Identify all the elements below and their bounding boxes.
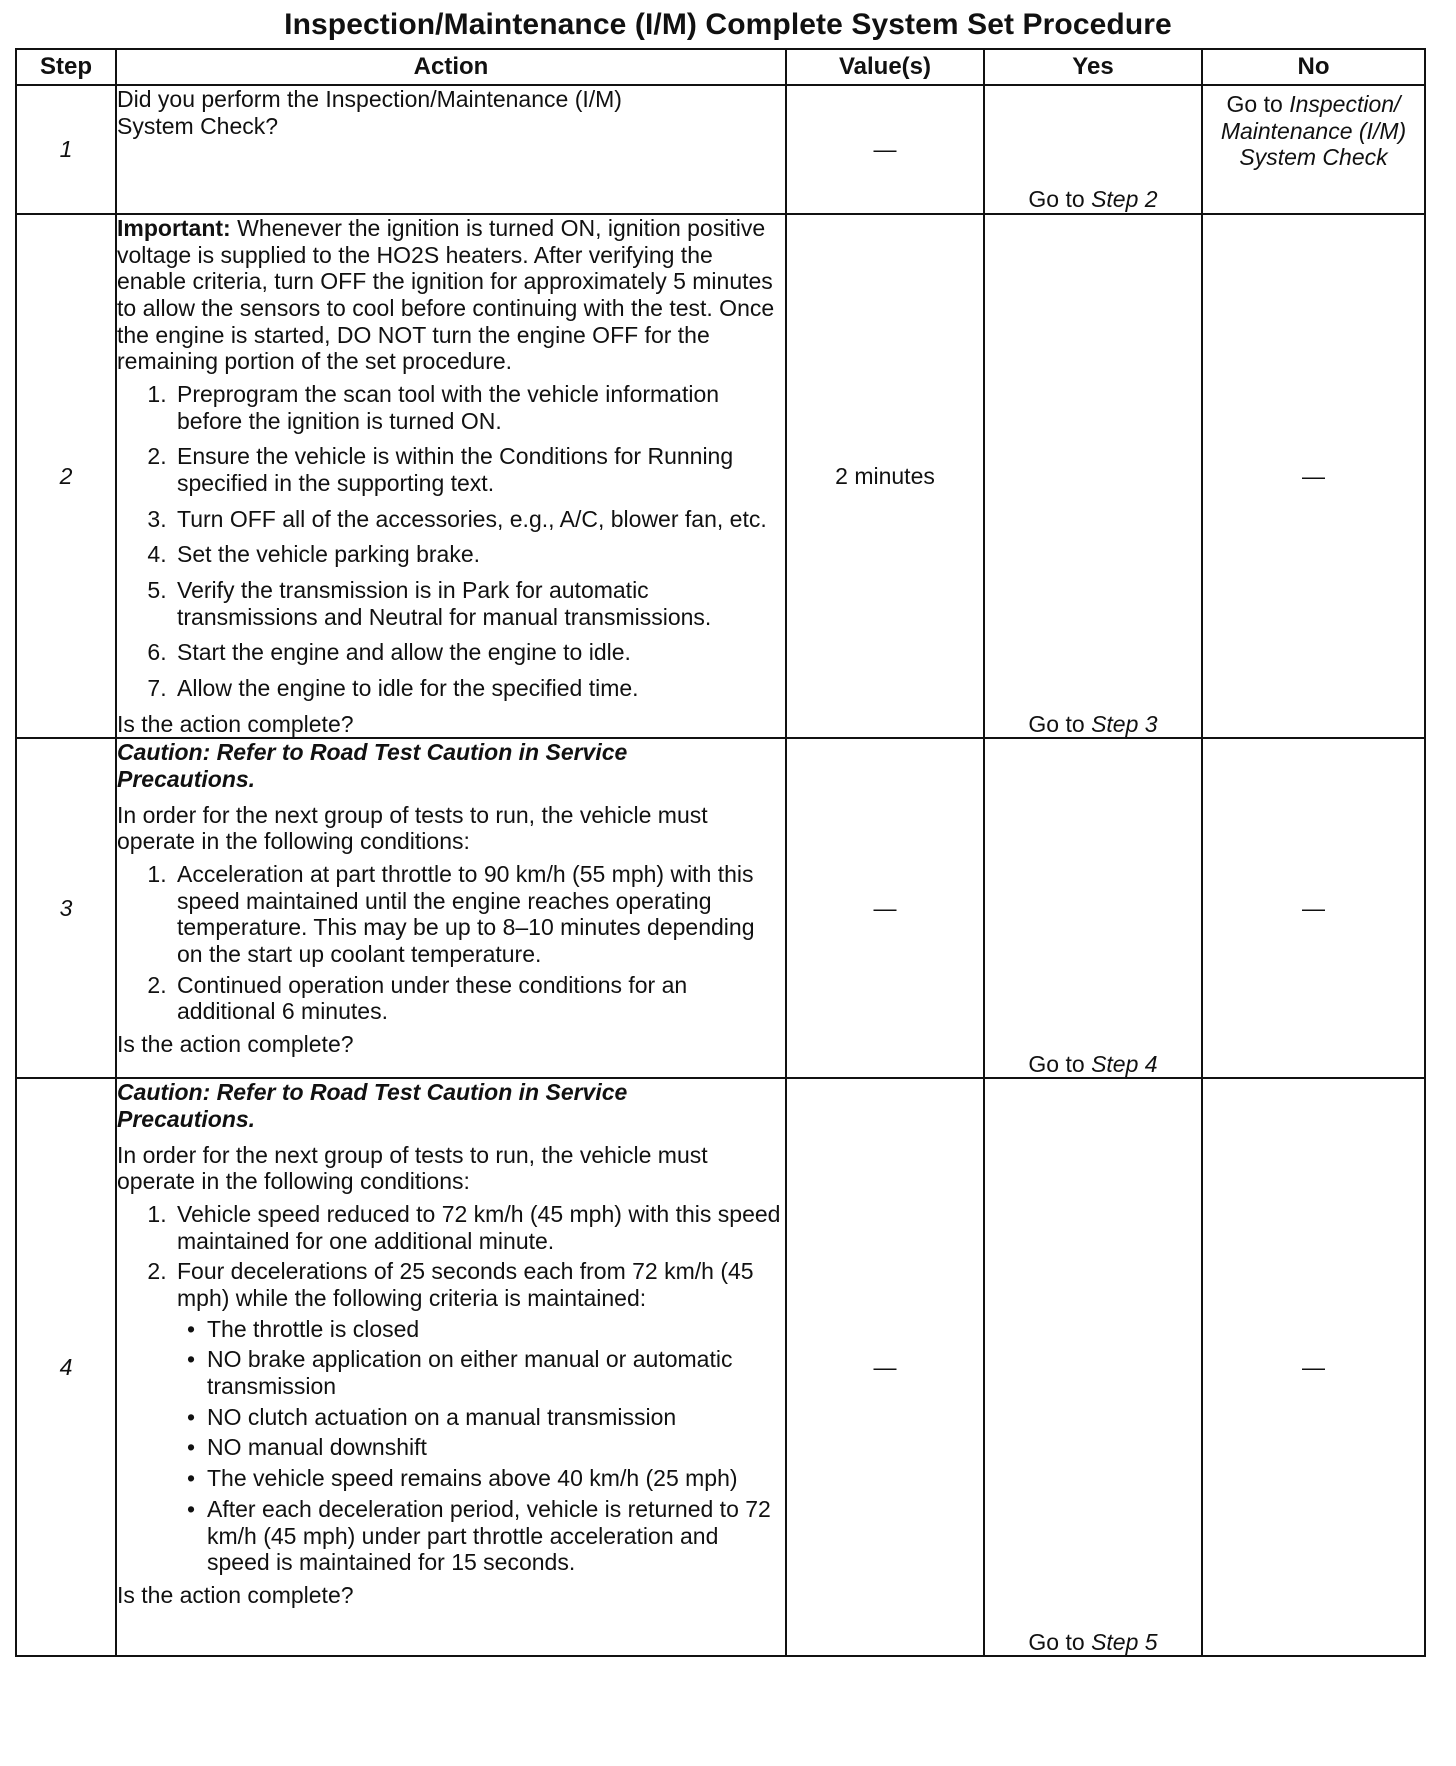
header-row	[16, 49, 1425, 85]
list-item: 6. Start the engine and allow the engine to idle.	[173, 639, 785, 666]
step-number: 3	[16, 738, 116, 1078]
caution-note: Caution: Refer to Road Test Caution in Service Precautions.	[117, 1079, 628, 1133]
yes-prefix: Go to	[1028, 710, 1092, 737]
yes-step-link[interactable]: Step 4	[1091, 1050, 1158, 1077]
column-header-action: Action	[116, 49, 786, 85]
list-item: 5. Verify the transmission is in Park for automatic transmissions and Neutral for manual transmissions.	[173, 577, 785, 630]
yes-prefix: Go to	[1028, 186, 1092, 213]
column-header-no: No	[1202, 49, 1425, 85]
list-item: 1. Acceleration at part throttle to 90 km/h (55 mph) with this speed maintained until the engine reaches operating temperature. This may be up to 8–10 minutes depending on the start up coolant temperature.	[173, 861, 785, 968]
caution-note: Caution: Refer to Road Test Caution in Service Precautions.	[117, 739, 628, 793]
action-cell	[116, 85, 786, 214]
procedure-list	[117, 381, 785, 702]
step-number: 1	[16, 85, 116, 214]
action-cell	[116, 1078, 786, 1656]
yes-step-link[interactable]: Step 3	[1091, 710, 1158, 737]
table-row-step-2	[16, 214, 1425, 738]
column-header-values: Value(s)	[786, 49, 984, 85]
value-cell: —	[786, 738, 984, 1078]
yes-cell	[984, 214, 1202, 738]
page-title: Inspection/Maintenance (I/M) Complete System Set Procedure	[284, 8, 1172, 41]
yes-prefix: Go to	[1028, 1628, 1092, 1655]
procedure-table	[15, 48, 1426, 1657]
action-question: Is the action complete?	[117, 1031, 354, 1058]
action-question: Is the action complete?	[117, 710, 354, 737]
criteria-list	[177, 1316, 785, 1576]
yes-cell	[984, 1078, 1202, 1656]
no-cell: —	[1202, 214, 1425, 738]
yes-cell	[984, 85, 1202, 214]
action-question: Did you perform the Inspection/Maintenance (I/M) System Check?	[117, 86, 622, 139]
list-item: 1. Preprogram the scan tool with the vehicle information before the ignition is turned ON.	[173, 381, 785, 434]
table-row-step-1	[16, 85, 1425, 214]
yes-prefix: Go to	[1028, 1050, 1092, 1077]
no-cell: —	[1202, 738, 1425, 1078]
important-text: Whenever the ignition is turned ON, ignition positive voltage is supplied to the HO2S heaters. After verifying the enable criteria, turn OFF the ignition for approximately 5 minutes to allow the sensors to cool before continuing with the test. Once the engine is started, DO NOT turn the engine OFF for the remaining portion of the set procedure.	[117, 215, 775, 375]
action-cell	[116, 738, 786, 1078]
value-cell: —	[786, 85, 984, 214]
table-row-step-4	[16, 1078, 1425, 1656]
no-cell: —	[1202, 1078, 1425, 1656]
value-cell: 2 minutes	[786, 214, 984, 738]
action-intro: In order for the next group of tests to run, the vehicle must operate in the following conditions:	[117, 1141, 708, 1195]
action-cell	[116, 214, 786, 738]
list-item: 7. Allow the engine to idle for the specified time.	[173, 675, 785, 702]
list-item-text: Four decelerations of 25 seconds each from 72 km/h (45 mph) while the following criteria is maintained:	[177, 1258, 754, 1312]
yes-cell	[984, 738, 1202, 1078]
procedure-list	[117, 861, 785, 1025]
yes-step-link[interactable]: Step 5	[1091, 1628, 1158, 1655]
important-label: Important:	[117, 215, 231, 241]
column-header-step: Step	[16, 49, 116, 85]
list-item: 3. Turn OFF all of the accessories, e.g., A/C, blower fan, etc.	[173, 506, 785, 533]
list-item: 2. Continued operation under these conditions for an additional 6 minutes.	[173, 972, 785, 1025]
criteria-item: • The throttle is closed	[207, 1316, 785, 1343]
column-header-yes: Yes	[984, 49, 1202, 85]
criteria-item: • NO clutch actuation on a manual transmission	[207, 1404, 785, 1431]
criteria-item: • NO brake application on either manual or automatic transmission	[207, 1346, 785, 1399]
table-row-step-3	[16, 738, 1425, 1078]
no-prefix: Go to	[1226, 91, 1290, 117]
list-item: 2. Ensure the vehicle is within the Conditions for Running specified in the supporting text.	[173, 443, 785, 496]
procedure-list	[117, 1201, 785, 1576]
no-system-check-link[interactable]: Inspection/ Maintenance (I/M) System Check	[1220, 91, 1407, 171]
yes-step-link[interactable]: Step 2	[1091, 186, 1158, 213]
important-note	[117, 215, 785, 375]
action-question: Is the action complete?	[117, 1581, 354, 1608]
criteria-item: • After each deceleration period, vehicle is returned to 72 km/h (45 mph) under part throttle acceleration and speed is maintained for 15 seconds.	[207, 1496, 785, 1576]
list-item: 4. Set the vehicle parking brake.	[173, 541, 785, 568]
action-intro: In order for the next group of tests to run, the vehicle must operate in the following conditions:	[117, 801, 708, 855]
criteria-item: • NO manual downshift	[207, 1434, 785, 1461]
value-cell: —	[786, 1078, 984, 1656]
no-cell	[1202, 85, 1425, 214]
step-number: 2	[16, 214, 116, 738]
step-number: 4	[16, 1078, 116, 1656]
criteria-item: • The vehicle speed remains above 40 km/h (25 mph)	[207, 1465, 785, 1492]
list-item	[173, 1258, 785, 1575]
list-item: 1. Vehicle speed reduced to 72 km/h (45 mph) with this speed maintained for one additional minute.	[173, 1201, 785, 1254]
